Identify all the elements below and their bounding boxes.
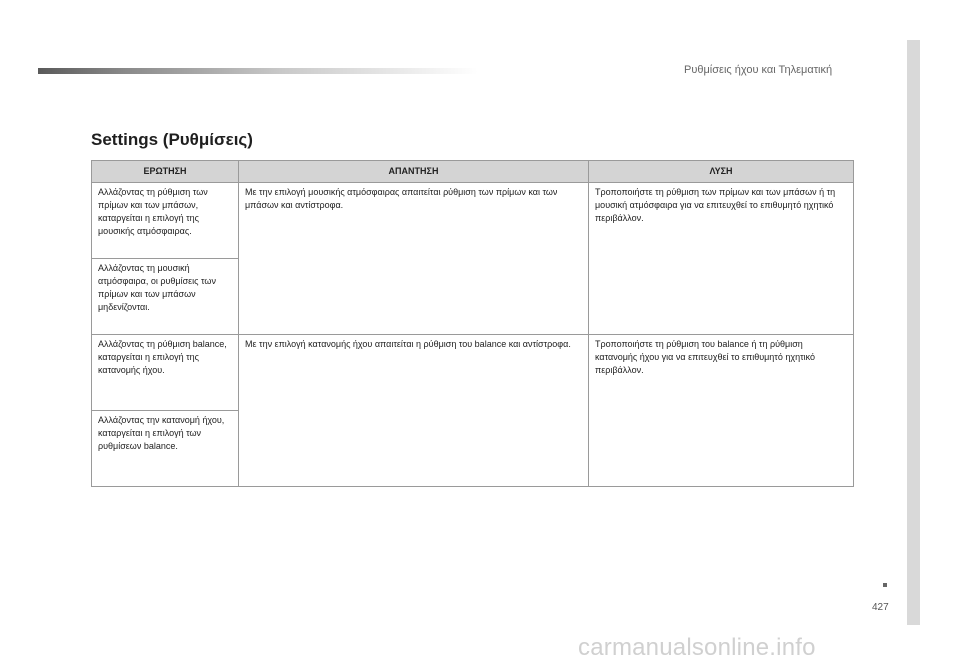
table-header-row [92, 161, 854, 183]
question-cell: Αλλάζοντας την κατανομή ήχου, καταργείται η επιλογή των ρυθμίσεων balance. [92, 411, 239, 487]
column-header-solution: ΛΥΣΗ [589, 161, 854, 183]
watermark: carmanualsonline.info [578, 634, 816, 661]
table-row [92, 335, 854, 411]
header-gradient-bar [38, 68, 478, 74]
page-title: Settings (Ρυθμίσεις) [91, 130, 253, 149]
section-header-title: Ρυθμίσεις ήχου και Τηλεματική [684, 64, 833, 76]
page-number: 427 [872, 602, 889, 613]
solution-cell: Τροποποιήστε τη ρύθμιση του balance ή τη ρύθμιση κατανομής ήχου για να επιτευχθεί το επιθυμητό ηχητικό περιβάλλον. [589, 335, 854, 487]
question-cell: Αλλάζοντας τη μουσική ατμόσφαιρα, οι ρυθμίσεις των πρίμων και των μπάσων μηδενίζονται. [92, 259, 239, 335]
question-cell: Αλλάζοντας τη ρύθμιση των πρίμων και των μπάσων, καταργείται η επιλογή της μουσικής ατμόσφαιρας. [92, 183, 239, 259]
answer-cell: Με την επιλογή μουσικής ατμόσφαιρας απαιτείται ρύθμιση των πρίμων και των μπάσων και αντίστροφα. [239, 183, 589, 335]
page-edge-strip [907, 40, 920, 625]
column-header-answer: ΑΠΑΝΤΗΣΗ [239, 161, 589, 183]
solution-cell: Τροποποιήστε τη ρύθμιση των πρίμων και των μπάσων ή τη μουσική ατμόσφαιρα για να επιτευχθεί το επιθυμητό ηχητικό περιβάλλον. [589, 183, 854, 335]
question-cell: Αλλάζοντας τη ρύθμιση balance, καταργείται η επιλογή της κατανομής ήχου. [92, 335, 239, 411]
table-row [92, 183, 854, 259]
answer-cell: Με την επιλογή κατανομής ήχου απαιτείται η ρύθμιση του balance και αντίστροφα. [239, 335, 589, 487]
page-marker-dot [883, 583, 887, 587]
faq-table [91, 160, 854, 487]
column-header-question: ΕΡΩΤΗΣΗ [92, 161, 239, 183]
